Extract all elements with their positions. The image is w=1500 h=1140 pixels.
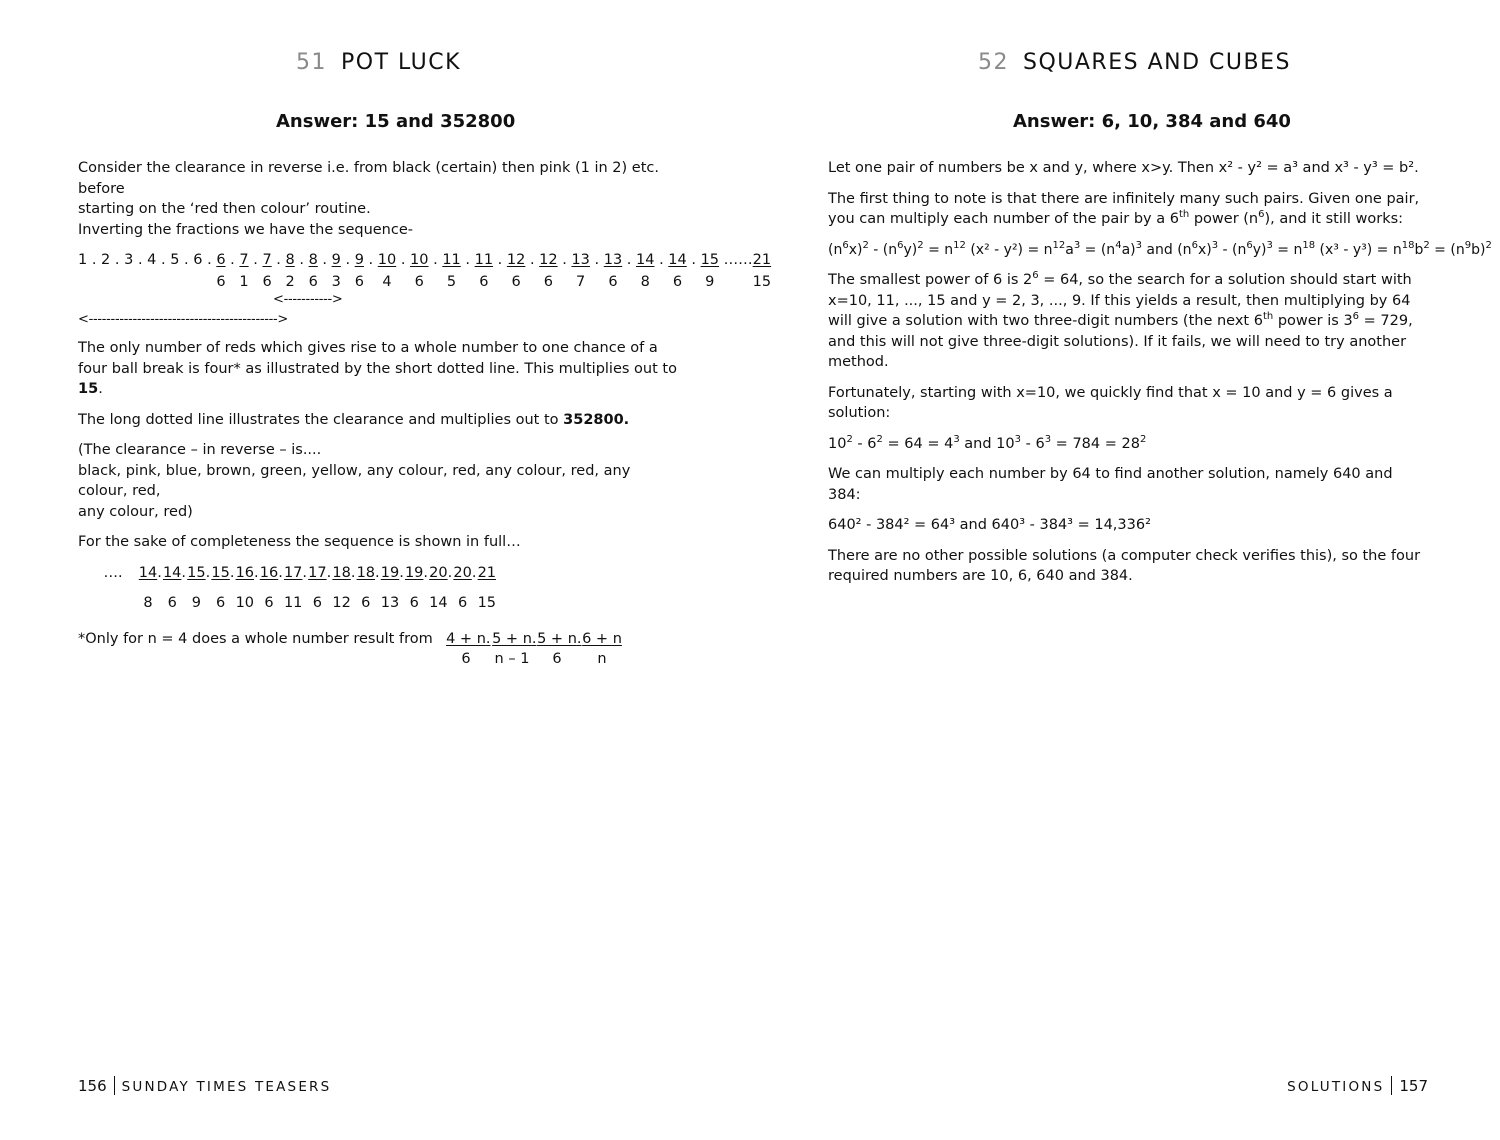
full-sequence-numerator: 14 .	[162, 564, 187, 581]
setup-paragraph: Let one pair of numbers be x and y, where x>y. Then x² - y² = a³ and x³ - y³ = b².	[828, 160, 1419, 176]
fortunately-paragraph: Fortunately, starting with x=10, we quickly find that x = 10 and y = 6 gives a solution:	[828, 384, 1393, 421]
puzzle-title: SQUARES AND CUBES	[1023, 50, 1291, 75]
clearance-paragraph	[78, 440, 678, 522]
conclusion-paragraph: There are no other possible solutions (a computer check verifies this), so the four required numbers are 10, 6, 640 and 384.	[828, 547, 1421, 584]
book-title: SUNDAY TIMES TEASERS	[121, 1079, 332, 1095]
sequence-numerator: 7	[239, 252, 249, 268]
full-sequence-numerator: 15 .	[187, 564, 211, 581]
footnote-denominators	[78, 649, 678, 671]
full-sequence-numerator: 19 .	[380, 564, 404, 581]
sequence-denominator: 4	[382, 274, 392, 290]
footer-right	[1287, 1076, 1428, 1095]
full-sequence-denominators	[78, 593, 678, 615]
sequence-denominator: 6	[543, 274, 554, 290]
footnote-numerator: 5 + n .	[492, 630, 537, 647]
search-paragraph: The smallest power of 6 is $2^6 = 64$, so the search for a solution should start with x=10, 11, ..., 15 and y = 2, 3, ..., 9. If this yields a result, then multiplying by 64 will give a solution with two three-digit numbers (the next 6th power is $3^6 = 729$, and this will not give three-digit solutions). If it fails, we will need to try another method.	[828, 270, 1413, 370]
long-dotted-line: <------------------------------------------->	[78, 312, 288, 327]
full-sequence-denominator: 9	[191, 594, 202, 611]
sequence-denominator: 8	[640, 274, 650, 290]
puzzle-number: 52	[978, 50, 1009, 75]
reds-text: The only number of reds which gives rise to a whole number to one chance of a four ball break is four* as illustrated by the short dotted line. This multiplies out to	[78, 340, 677, 377]
full-sequence-numerator: 21	[477, 564, 497, 581]
sequence-numerator: 6	[216, 252, 226, 268]
page-number: 157	[1399, 1077, 1428, 1095]
full-sequence-numerator: 17 .	[283, 564, 308, 581]
full-sequence-numerator: 16 .	[259, 564, 283, 581]
full-sequence-denominator: 15	[477, 594, 497, 611]
footnote-text: *Only for n = 4 does a whole number result from	[78, 630, 433, 647]
reds-end: .	[98, 381, 103, 397]
puzzle-number: 51	[296, 50, 327, 75]
full-sequence-numerator: 16 .	[235, 564, 259, 581]
full-sequence-numerator: 17 .	[308, 564, 332, 581]
full-sequence-denominator: 13	[380, 594, 400, 611]
infinite-pairs-paragraph: The first thing to note is that there are infinitely many such pairs. Given one pair, you can multiply each number of the pair by a 6th power $(n^6)$, and it still works:	[828, 190, 1420, 227]
full-sequence-denominator: 12	[332, 594, 351, 611]
full-sequence-denominator: 6	[312, 594, 323, 611]
puzzle-heading-51	[296, 50, 461, 75]
sequence-denominator: 9	[705, 274, 715, 290]
short-dotted-line: <----------->	[273, 292, 343, 307]
full-sequence-numerators	[78, 563, 678, 585]
footnote	[78, 629, 678, 671]
footnote-denominator: 6	[461, 650, 471, 667]
sequence-numerator: 10	[377, 252, 397, 268]
sequence-denominator: 5	[446, 274, 457, 290]
full-sequence-denominator: 6	[457, 594, 468, 611]
sequence-numerator: 12	[539, 252, 558, 268]
intro-line: Consider the clearance in reverse i.e. from black (certain) then pink (1 in 2) etc. before	[78, 160, 659, 197]
sequence-denominator: 6	[354, 274, 364, 290]
sequence-numerator: 9	[354, 252, 364, 268]
full-sequence-numerator: 20 .	[429, 564, 453, 581]
reds-paragraph	[78, 338, 678, 400]
sequence-numerator: 11	[442, 252, 461, 268]
full-sequence-numerator: 19 .	[404, 564, 429, 581]
solution-body-51	[78, 158, 772, 671]
intro-paragraph	[78, 158, 678, 240]
full-sequence-denominator: 11	[283, 594, 303, 611]
sequence-numerator: 14	[636, 252, 655, 268]
full-sequence-ellipsis: ….	[103, 564, 123, 581]
sequence-numerator: 11	[474, 252, 494, 268]
footnote-denominator: n – 1	[494, 650, 530, 667]
page-number: 156	[78, 1077, 107, 1095]
sequence-denominator: 6	[414, 274, 424, 290]
footer-divider	[1391, 1076, 1392, 1095]
right-page	[750, 0, 1500, 1140]
sequence-denominator: 7	[576, 274, 586, 290]
answer-line: Answer: 6, 10, 384 and 640	[1013, 111, 1291, 132]
solution-equation: $10^2 - 6^2 = 64 = 4^3$ and $10^3 - 6^3 = 784 = 28^2$	[828, 433, 1147, 452]
sequence-numerator: 9	[331, 252, 341, 268]
sequence-denominator: 6	[262, 274, 272, 290]
footnote-denominator: 6	[552, 650, 562, 667]
footnote-numerator: 4 + n .	[446, 630, 491, 647]
scaled-equation: 640² - 384² = 64³ and 640³ - 384³ = 14,336²	[828, 517, 1151, 533]
sequence-numerator: 10	[410, 252, 429, 268]
sequence-numerator: 14	[668, 252, 687, 268]
sequence-denominator: 6	[216, 274, 226, 290]
full-sequence-denominator: 8	[143, 594, 153, 611]
sequence-denominator: 1	[239, 274, 249, 290]
sequence-numerator: 8	[308, 252, 318, 268]
footnote-numerator: 6 + n	[582, 630, 622, 647]
sequence-numerators: 1 . 2 . 3 . 4 . 5 . 6 . 6 . 7 . 7 . 8 . 8 . 9 . 9 . 10 . 10 . 11 . 11 . 12 . 12 . 13 . 13 . 14 . 14 . 15 ……21	[78, 252, 772, 268]
clearance-list: black, pink, blue, brown, green, yellow, any colour, red, any colour, red, any colour, red,	[78, 462, 631, 499]
sequence-denominator: 6	[308, 274, 318, 290]
sequence-numerator: 12	[506, 252, 526, 268]
intro-line: starting on the ‘red then colour’ routine.	[78, 201, 371, 217]
full-sequence-numerator: 15 .	[211, 564, 235, 581]
answer-line: Answer: 15 and 352800	[276, 111, 516, 132]
puzzle-title: POT LUCK	[341, 50, 462, 75]
section-title: SOLUTIONS	[1287, 1079, 1385, 1095]
sequence-denominator: 6	[479, 274, 489, 290]
sequence-denominator: 6	[672, 274, 683, 290]
sequence-denominator: 6	[511, 274, 521, 290]
reds-value: 15	[78, 381, 99, 397]
sequence-denominator: 3	[331, 274, 341, 290]
long-line-paragraph	[78, 410, 678, 431]
multiply-paragraph: We can multiply each number by 64 to find another solution, namely 640 and 384:	[828, 466, 1393, 503]
sequence-prefix: 1 . 2 . 3 . 4 . 5 . 6 .	[78, 252, 217, 268]
clearance-close: any colour, red)	[78, 503, 193, 520]
footer-left	[78, 1076, 331, 1095]
full-sequence-denominator: 14	[429, 594, 448, 611]
footnote-numerator: 5 + n .	[537, 630, 582, 647]
sequence-numerator: 7	[262, 252, 272, 268]
footnote-numerators	[78, 629, 678, 651]
sequence-numerator: 8	[285, 252, 295, 268]
completeness-paragraph: For the sake of completeness the sequence is shown in full…	[78, 534, 521, 550]
scaling-equation: $(n^6x)^2 - (n^6y)^2 = n^{12}$ $(x^2 - y^2) = n^{12}a^3 = (n^4a)^3$ and $(n^6x)^3 - (n^6y)^3 = n^{18}$ $(x^3 - y^3) = n^{18}b^2 = (n^9b)^2$	[828, 239, 1492, 258]
sequence-denominator: 15	[752, 274, 772, 290]
clearance-open: (The clearance – in reverse – is....	[78, 442, 322, 458]
full-sequence-denominator: 10	[235, 594, 255, 611]
sequence-denominator: 2	[285, 274, 295, 290]
sequence-denominator: 6	[608, 274, 618, 290]
full-sequence	[78, 563, 678, 621]
full-sequence-numerator: 18 .	[332, 564, 356, 581]
full-sequence-denominator: 6	[215, 594, 226, 611]
fraction-sequence	[78, 250, 772, 338]
long-line-text: The long dotted line illustrates the clearance and multiplies out to	[78, 411, 564, 428]
full-sequence-denominator: 6	[264, 594, 274, 611]
footer-divider	[114, 1076, 115, 1095]
full-sequence-numerator: 14 .	[138, 564, 162, 581]
sequence-numerator: 13	[571, 252, 590, 268]
long-line-value: 352800.	[563, 411, 630, 428]
intro-line: Inverting the fractions we have the sequence-	[78, 221, 414, 238]
full-sequence-denominator: 6	[167, 594, 177, 611]
sequence-numerator: 13	[603, 252, 623, 268]
full-sequence-numerator: 20 .	[453, 564, 477, 581]
full-sequence-denominator: 6	[409, 594, 419, 611]
sequence-numerator: 15	[700, 252, 720, 268]
full-sequence-denominator: 6	[361, 594, 371, 611]
solution-body-52	[828, 158, 1492, 597]
full-sequence-numerator: 18 .	[356, 564, 380, 581]
puzzle-heading-52	[978, 50, 1291, 75]
sequence-numerator: 21	[752, 252, 772, 268]
footnote-denominator: n	[597, 650, 607, 667]
sequence-ellipsis: ……	[719, 252, 753, 268]
